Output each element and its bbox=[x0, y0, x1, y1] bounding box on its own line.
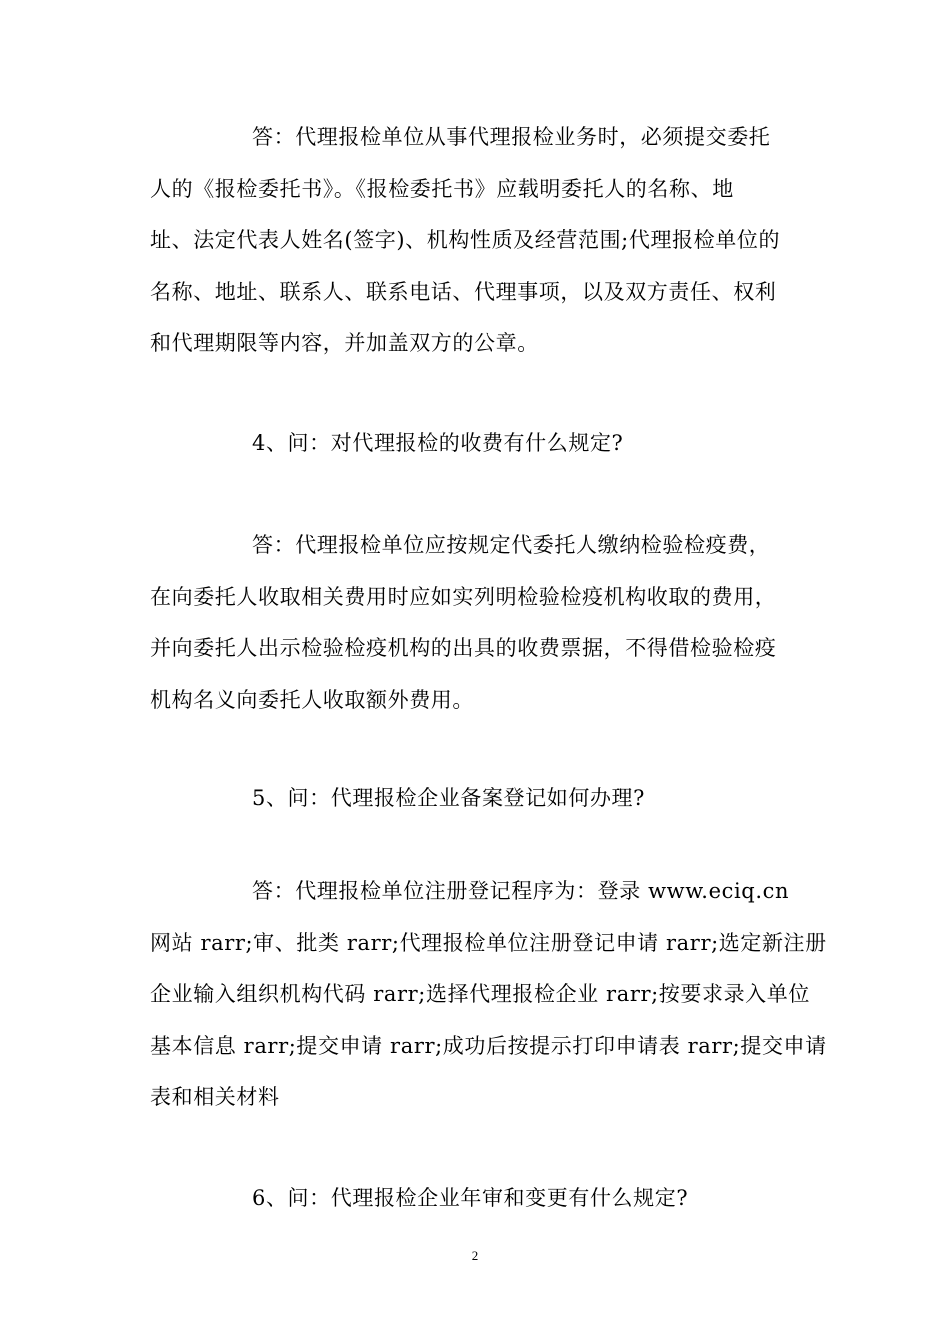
answer-paragraph-3 bbox=[150, 112, 802, 370]
text-line: 网站 rarr;审、批类 rarr;代理报检单位注册登记申请 rarr;选定新注册 bbox=[150, 930, 827, 955]
text-line: 企业输入组织机构代码 rarr;选择代理报检企业 rarr;按要求录入单位 bbox=[150, 982, 810, 1006]
answer-paragraph-5 bbox=[150, 866, 827, 1124]
text-line: 在向委托人收取相关费用时应如实列明检验检疫机构收取的费用， bbox=[150, 584, 777, 609]
text-line: 答：代理报检单位应按规定代委托人缴纳检验检疫费， bbox=[252, 533, 771, 557]
question-4 bbox=[150, 418, 802, 470]
text-line: 基本信息 rarr;提交申请 rarr;成功后按提示打印申请表 rarr;提交申请 bbox=[150, 1033, 827, 1058]
question-text: 4、问：对代理报检的收费有什么规定? bbox=[252, 431, 624, 455]
page-number: 2 bbox=[471, 1248, 479, 1263]
text-line: 址、法定代表人姓名(签字)、机构性质及经营范围;代理报检单位的 bbox=[150, 228, 781, 252]
text-line: 表和相关材料 bbox=[150, 1085, 280, 1109]
question-5 bbox=[150, 773, 802, 825]
text-line: 名称、地址、联系人、联系电话、代理事项，以及双方责任、权利 bbox=[150, 279, 777, 304]
text-line: 答：代理报检单位注册登记程序为：登录 www.eciq.cn bbox=[252, 879, 790, 903]
text-line: 答：代理报检单位从事代理报检业务时，必须提交委托 bbox=[252, 125, 771, 149]
question-text: 5、问：代理报检企业备案登记如何办理? bbox=[252, 786, 646, 810]
text-line: 机构名义向委托人收取额外费用。 bbox=[150, 687, 474, 712]
text-line: 人的《报检委托书》。《报检委托书》应载明委托人的名称、地 bbox=[150, 176, 734, 201]
answer-paragraph-4 bbox=[150, 520, 802, 726]
question-text: 6、问：代理报检企业年审和变更有什么规定? bbox=[252, 1186, 689, 1210]
text-line: 和代理期限等内容，并加盖双方的公章。 bbox=[150, 331, 539, 355]
question-6 bbox=[150, 1173, 802, 1225]
text-line: 并向委托人出示检验检疫机构的出具的收费票据，不得借检验检疫 bbox=[150, 636, 777, 660]
